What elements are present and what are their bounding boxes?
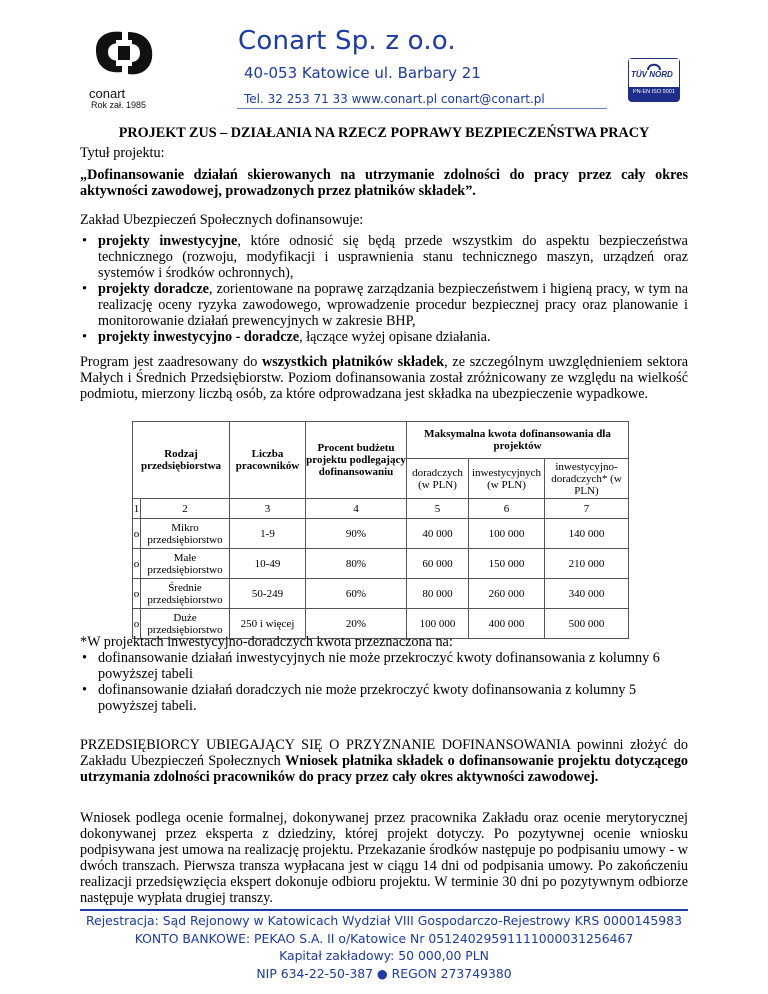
program-text-pre: Program jest zaadresowany do <box>80 354 263 370</box>
table-row <box>133 579 629 609</box>
applicants-text: PRZEDSIĘBIORCY UBIEGAJĄCY SIĘ O PRZYZNANIE DOFINANSOWANIA powinni złożyć do Zakładu Ubezpieczeń Społecznych <box>80 737 688 769</box>
list-item-text: , zorientowane na poprawę zarządzania bezpieczeństwem i higieną pracy, w tym na realizację oceny ryzyka zawodowego, wprowadzenie procedur bezpiecznej pracy oraz planowanie i monitorowanie działań prewencyjnych w zakresie BHP, <box>98 281 688 329</box>
header-percent: Procent budżetu projektu podlegający dofinansowaniu <box>306 422 407 499</box>
note-item: • dofinansowanie działań inwestycyjnych nie może przekroczyć kwoty dofinansowania z kolumny 6 powyższej tabeli <box>80 650 688 682</box>
list-item-text: , które odnosić się będą przede wszystkim do aspektu bezpieczeństwa technicznego (rozwoju, modyfikacji i usprawnienia stanu technicznego maszyn, urządzeń oraz systemów i środków ochronnych), <box>98 233 688 281</box>
cell-investment: 100 000 <box>469 519 545 549</box>
letterhead <box>0 0 768 112</box>
cell-percent: 80% <box>306 549 407 579</box>
table-row <box>133 549 629 579</box>
cell-type: Duże przedsiębiorstwo <box>141 609 230 639</box>
col-number: 4 <box>306 499 407 519</box>
cell-employees: 50-249 <box>230 579 306 609</box>
note-item: • dofinansowanie działań doradczych nie może przekroczyć kwoty dofinansowania z kolumny 5 powyższej tabeli. <box>80 682 688 714</box>
cert-name: TÜV NORD <box>631 70 673 79</box>
footer-capital: Kapitał zakładowy: 50 000,00 PLN <box>279 948 489 963</box>
cell-advisory: 80 000 <box>407 579 469 609</box>
table-row <box>133 519 629 549</box>
company-address: 40-053 Katowice ul. Barbary 21 <box>244 64 481 82</box>
company-name: Conart Sp. z o.o. <box>238 26 456 56</box>
header-combined: inwestycyjno-doradczych* (w PLN) <box>545 459 629 499</box>
application-form-name: Wniosek płatnika składek o dofinansowanie projektu dotyczącego utrzymania zdolności pracowników do pracy przez cały okres aktywności zawodowej. <box>80 753 689 785</box>
list-item <box>80 281 688 329</box>
cell-employees: 250 i więcej <box>230 609 306 639</box>
header-advisory: doradczych (w PLN) <box>407 459 469 499</box>
header-max-amount: Maksymalna kwota dofinansowania dla projektów <box>407 422 629 459</box>
procedure-paragraph: Wniosek podlega ocenie formalnej, dokonywanej przez pracownika Zakładu oraz ocenie merytorycznej dokonywanej przez eksperta z dziedziny, której projekt dotyczy. Po pozytywnej ocenie wniosku podpisywana jest umowa na realizację projektu. Przekazanie środków następuje po podpisaniu umowy - w dwóch transzach. Pierwsza transza wypłacana jest w ciągu 14 dni od podpisania umowy. Po zakończeniu realizacji przedsięwzięcia ekspert dokonuje odbioru projektu. W terminie 30 dni po pozytywnym odbiorze następuje wypłata drugiej transzy. <box>80 810 688 906</box>
program-paragraph <box>80 354 688 402</box>
project-types-list <box>80 233 688 345</box>
funding-table <box>132 421 629 639</box>
row-mark: o <box>133 519 141 549</box>
cell-percent: 60% <box>306 579 407 609</box>
cell-investment: 400 000 <box>469 609 545 639</box>
header-divider <box>237 108 607 109</box>
header-investment: inwestycyjnych (w PLN) <box>469 459 545 499</box>
intro-text: Zakład Ubezpieczeń Społecznych dofinansowuje: <box>80 212 364 228</box>
row-mark: o <box>133 549 141 579</box>
cell-combined: 140 000 <box>545 519 629 549</box>
logo-year: Rok zał. 1985 <box>91 100 147 110</box>
cell-investment: 260 000 <box>469 579 545 609</box>
list-item <box>80 233 688 281</box>
cell-combined: 340 000 <box>545 579 629 609</box>
col-number: 2 <box>141 499 230 519</box>
applicants-paragraph <box>80 737 688 785</box>
footer-tax-ids: NIP 634-22-50-387 ● REGON 273749380 <box>256 965 512 981</box>
col-number: 6 <box>469 499 545 519</box>
col-number: 1 <box>133 499 141 519</box>
tuv-nord-certificate-badge <box>628 58 680 102</box>
list-item-bold: projekty inwestycyjne <box>98 233 238 249</box>
header-company-type: Rodzaj przedsiębiorstwa <box>133 422 230 499</box>
cert-iso: PN-EN ISO 9001 <box>633 89 675 95</box>
row-mark: o <box>133 609 141 639</box>
company-footer <box>0 912 768 982</box>
project-label: Tytuł projektu: <box>80 145 165 161</box>
cell-combined: 210 000 <box>545 549 629 579</box>
logo-text: conart <box>89 86 126 101</box>
cell-employees: 10-49 <box>230 549 306 579</box>
cell-investment: 150 000 <box>469 549 545 579</box>
table-note <box>80 634 688 714</box>
cell-percent: 20% <box>306 609 407 639</box>
cell-employees: 1-9 <box>230 519 306 549</box>
row-mark: o <box>133 579 141 609</box>
cell-type: Małe przedsiębiorstwo <box>141 549 230 579</box>
col-number: 7 <box>545 499 629 519</box>
col-number: 3 <box>230 499 306 519</box>
program-text-post: , ze szczególnym uwzględnieniem sektora Małych i Średnich Przedsiębiorstw. Poziom dofinansowania został zróżnicowany ze względu na wielkość podmiotu, mierzony liczbą osób, za które odprowadzana jest składka na ubezpieczenie wypadkowe. <box>80 354 688 402</box>
footer-registration: Rejestracja: Sąd Rejonowy w Katowicach Wydział VIII Gospodarczo-Rejestrowy KRS 0000145983 <box>86 913 682 928</box>
tuv-arch-icon <box>646 60 662 70</box>
document-title: PROJEKT ZUS – DZIAŁANIA NA RZECZ POPRAWY BEZPIECZEŃSTWA PRACY <box>118 125 650 141</box>
note-intro: *W projektach inwestycyjno-doradczych kwota przeznaczona na: <box>80 634 453 650</box>
list-item <box>80 329 688 345</box>
footer-divider <box>80 909 688 911</box>
cell-advisory: 100 000 <box>407 609 469 639</box>
cell-type: Mikro przedsiębiorstwo <box>141 519 230 549</box>
cell-type: Średnie przedsiębiorstwo <box>141 579 230 609</box>
footer-bank-account: KONTO BANKOWE: PEKAO S.A. II o/Katowice Nr 05124029591111000031256467 <box>134 930 634 946</box>
list-item-bold: projekty doradcze <box>98 281 209 297</box>
cell-combined: 500 000 <box>545 609 629 639</box>
header-employees: Liczba pracowników <box>230 422 306 499</box>
cell-advisory: 40 000 <box>407 519 469 549</box>
cell-percent: 90% <box>306 519 407 549</box>
program-text-bold: wszystkich płatników składek <box>262 354 445 370</box>
col-number: 5 <box>407 499 469 519</box>
cell-advisory: 60 000 <box>407 549 469 579</box>
list-item-text: , łączące wyżej opisane działania. <box>299 329 491 345</box>
project-title: „Dofinansowanie działań skierowanych na utrzymanie zdolności do pracy przez cały okres aktywności zawodowej, prowadzonych przez płatników składek”. <box>80 167 688 199</box>
list-item-bold: projekty inwestycyjno - doradcze <box>98 329 300 345</box>
company-contact: Tel. 32 253 71 33 www.conart.pl conart@conart.pl <box>244 92 545 106</box>
